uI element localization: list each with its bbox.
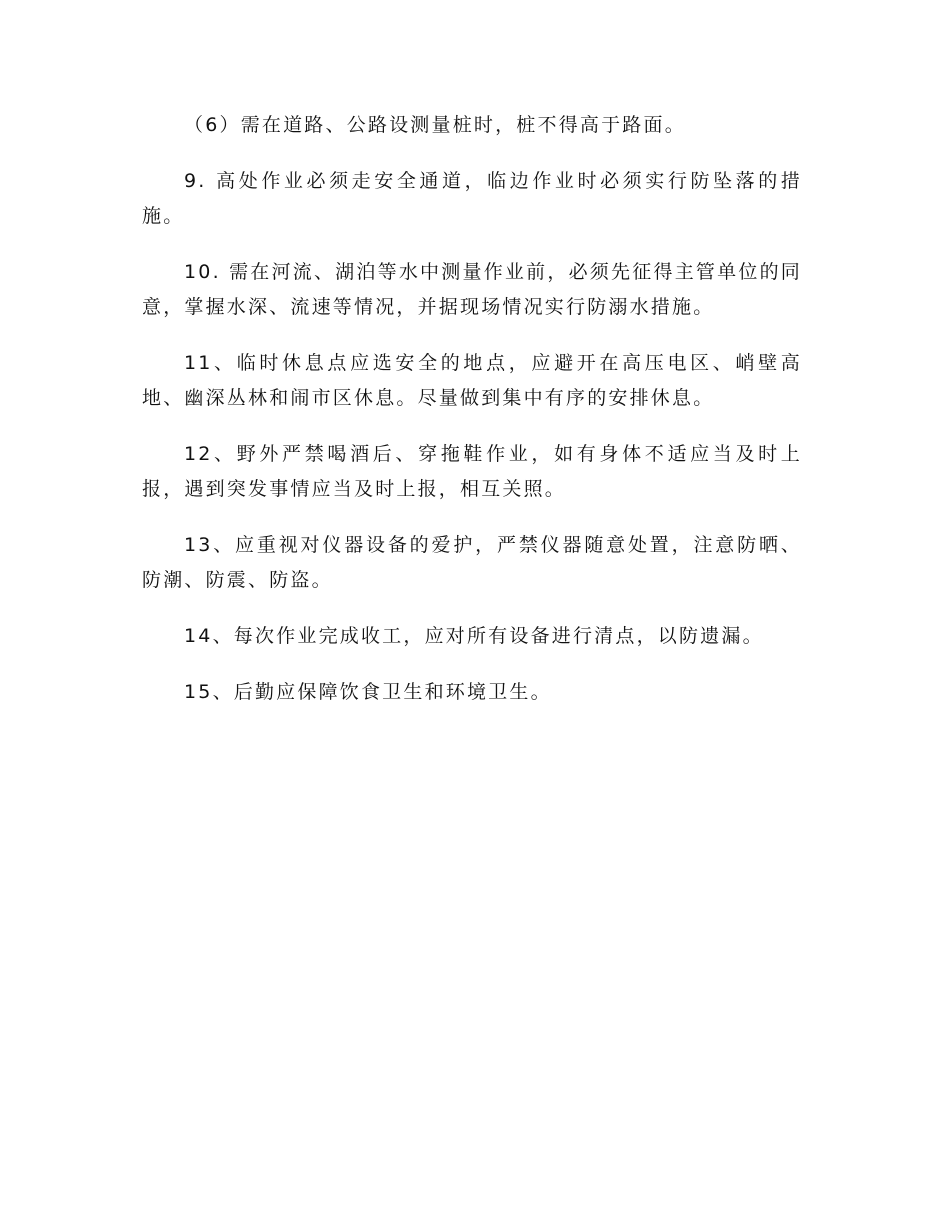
paragraph-item-10: 10. 需在河流、湖泊等水中测量作业前，必须先征得主管单位的同意，掌握水深、流速等情况，并据现场情况实行防溺水措施。: [142, 261, 802, 318]
paragraph-item-6: （6）需在道路、公路设测量桩时，桩不得高于路面。: [184, 114, 686, 136]
paragraph-item-9: 9. 高处作业必须走安全通道，临边作业时必须实行防坠落的措施。: [142, 170, 802, 227]
paragraph-item-14: 14、每次作业完成收工，应对所有设备进行清点，以防遗漏。: [184, 625, 764, 647]
paragraph-item-11: 11、临时休息点应选安全的地点，应避开在高压电区、峭壁高地、幽深丛林和闹市区休息。尽量做到集中有序的安排休息。: [142, 352, 802, 409]
paragraph-item-15: 15、后勤应保障饮食卫生和环境卫生。: [184, 681, 552, 703]
paragraph-item-12: 12、野外严禁喝酒后、穿拖鞋作业，如有身体不适应当及时上报，遇到突发事情应当及时上报，相互关照。: [142, 443, 802, 500]
document-body: [142, 108, 802, 731]
paragraph-item-13: 13、应重视对仪器设备的爱护，严禁仪器随意处置，注意防晒、防潮、防震、防盗。: [142, 534, 802, 591]
